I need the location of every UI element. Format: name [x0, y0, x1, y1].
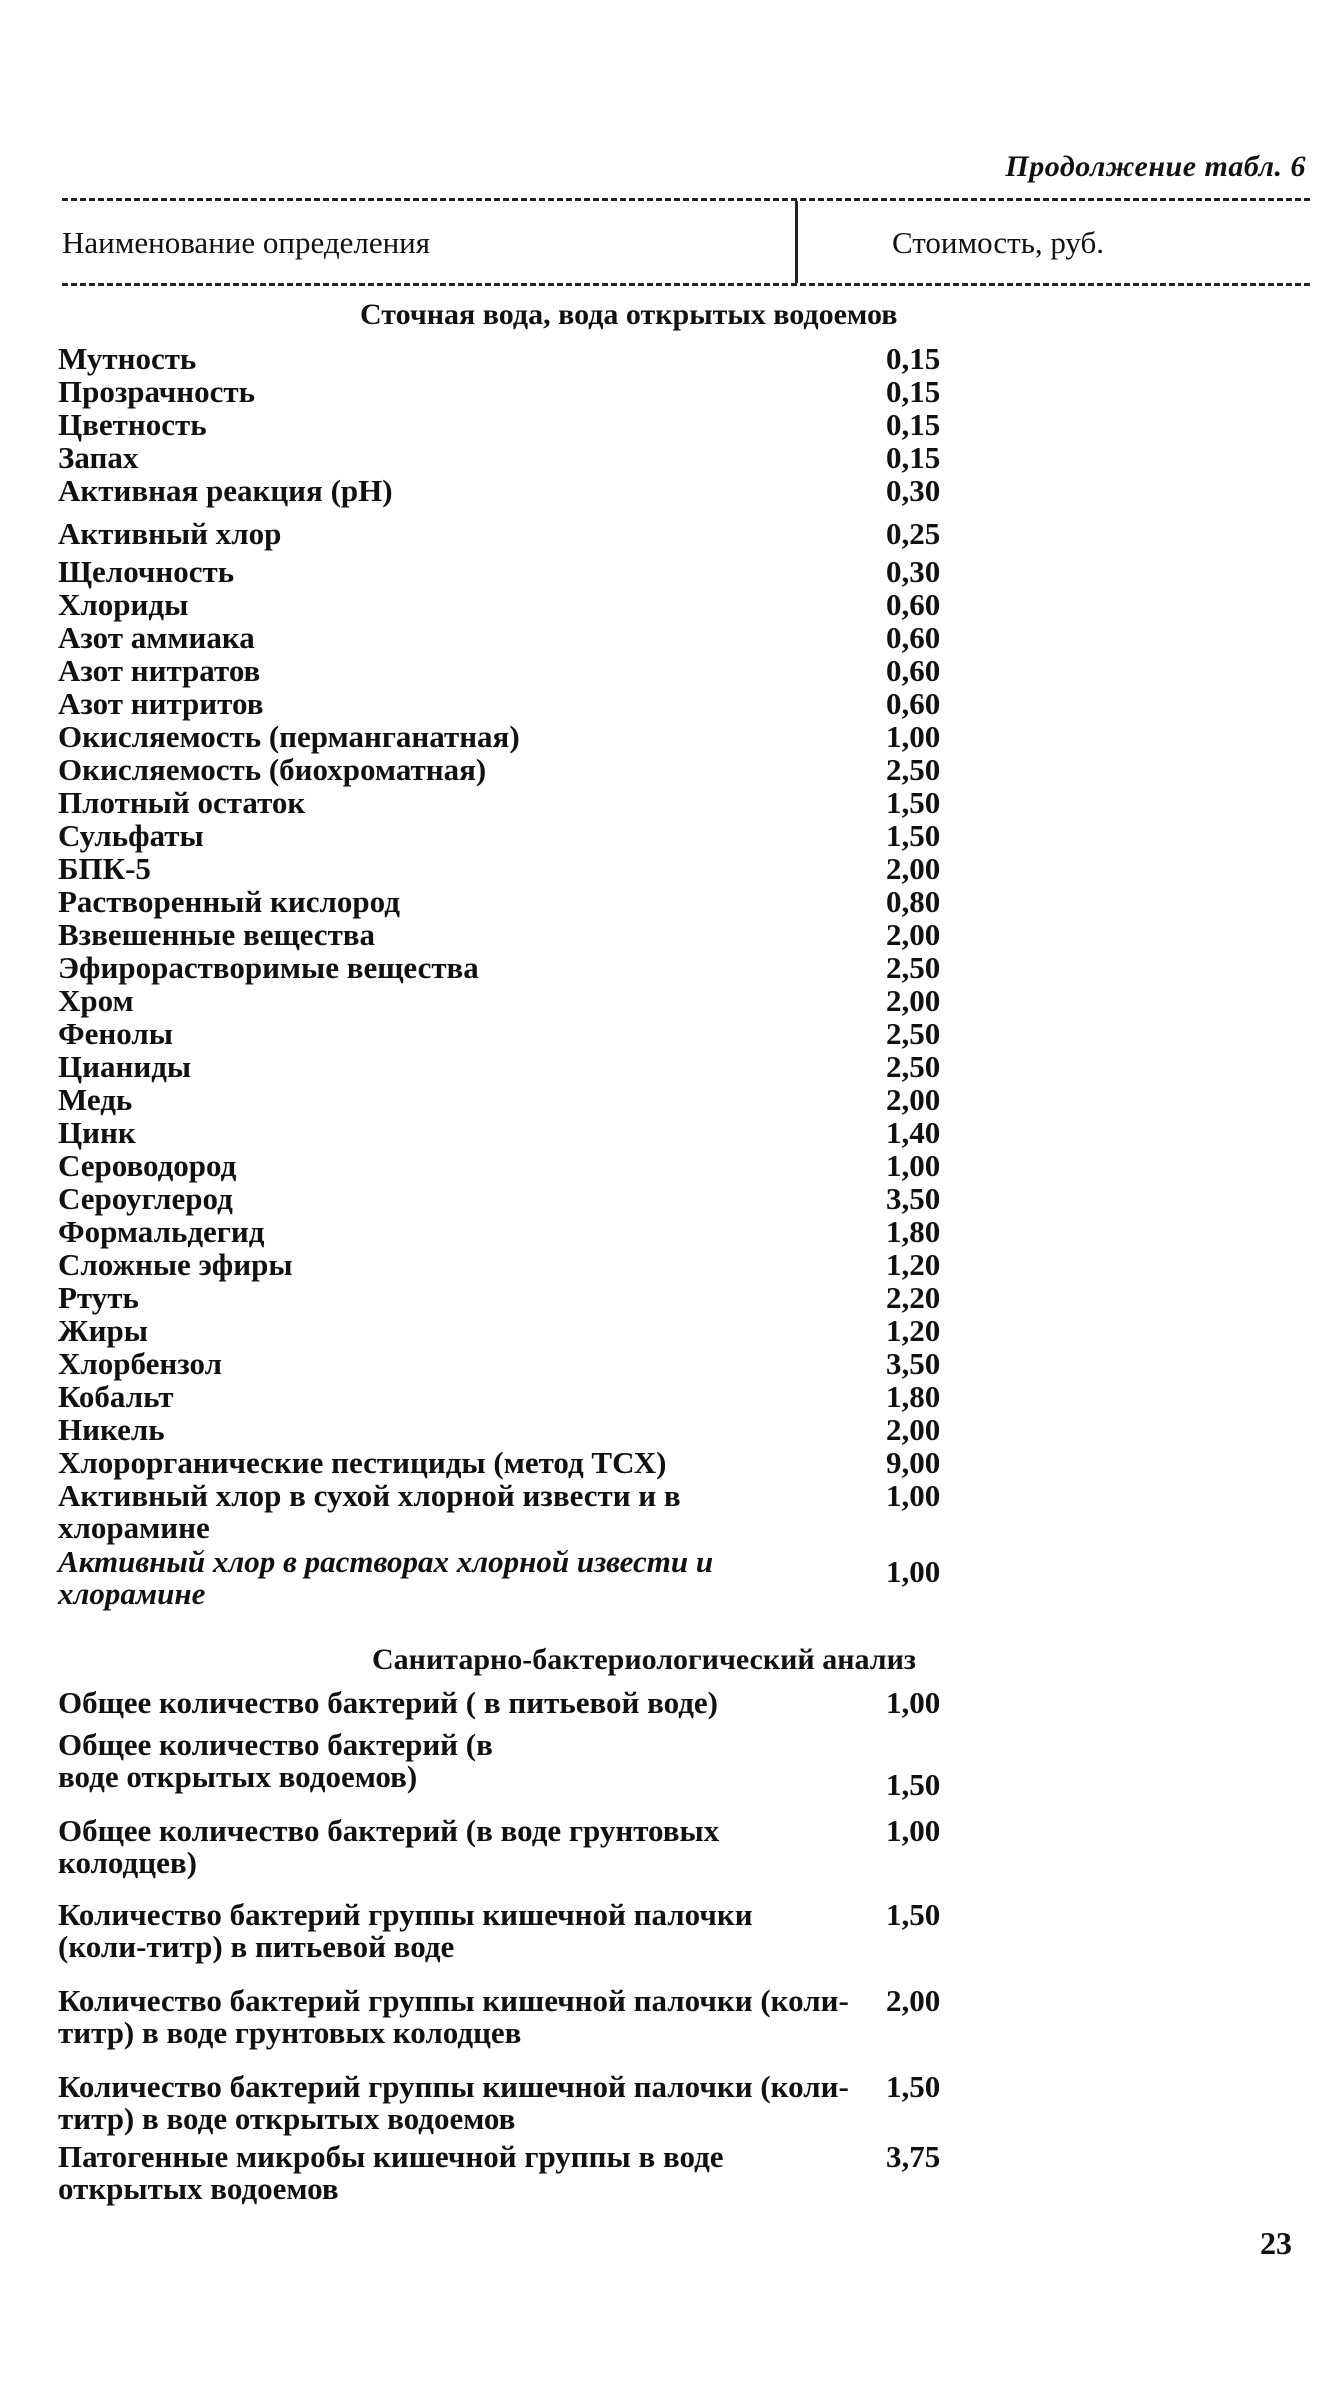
table-row [58, 1282, 1298, 1315]
row-price: 2,00 [886, 1412, 941, 1447]
row-price: 0,60 [886, 653, 941, 688]
row-price: 1,50 [886, 1897, 941, 1932]
row-price: 0,15 [886, 440, 941, 475]
row-price: 1,00 [886, 1685, 941, 1720]
table-row [58, 1480, 1298, 1546]
table-row [58, 1414, 1298, 1447]
section-title-wastewater: Сточная вода, вода открытых водоемов [360, 298, 898, 331]
table-row [58, 589, 1298, 622]
row-price: 0,25 [886, 516, 941, 551]
row-price: 2,00 [886, 917, 941, 952]
table-row [58, 688, 1298, 721]
row-price: 3,75 [886, 2139, 941, 2174]
table-row [58, 985, 1298, 1018]
table-row [58, 1447, 1298, 1480]
row-name: Хлориды [58, 587, 189, 622]
row-name: Количество бактерий группы кишечной палочки (коли-титр) в воде открытых водоемов [58, 2069, 849, 2136]
row-name: Общее количество бактерий (в воде открытых водоемов) [58, 1727, 493, 1794]
row-price: 1,00 [886, 719, 941, 754]
row-name: Цветность [58, 407, 207, 442]
row-price: 0,60 [886, 587, 941, 622]
row-name: Медь [58, 1082, 133, 1117]
row-price: 0,30 [886, 473, 941, 508]
row-name: Активный хлор [58, 516, 282, 551]
table-row [58, 1051, 1298, 1084]
table-row [58, 1315, 1298, 1348]
row-name: Растворенный кислород [58, 884, 400, 919]
table-row [58, 556, 1298, 589]
row-name: БПК-5 [58, 851, 151, 886]
row-name: Сложные эфиры [58, 1247, 293, 1282]
row-name: Щелочность [58, 554, 235, 589]
row-price: 0,30 [886, 554, 941, 589]
table-continuation-label: Продолжение табл. 6 [1005, 150, 1306, 183]
row-price: 2,00 [886, 1082, 941, 1117]
row-price: 9,00 [886, 1445, 941, 1480]
row-price: 0,80 [886, 884, 941, 919]
row-name: Количество бактерий группы кишечной палочки (коли-титр) в воде грунтовых колодцев [58, 1983, 849, 2050]
table-row [58, 919, 1298, 952]
row-name: Активная реакция (pH) [58, 473, 393, 508]
table-row [58, 1815, 1298, 1899]
row-price: 1,20 [886, 1313, 941, 1348]
row-name: Общее количество бактерий (в воде грунтовых колодцев) [58, 1813, 720, 1880]
row-name: Формальдегид [58, 1214, 265, 1249]
row-price: 2,00 [886, 983, 941, 1018]
row-price: 2,20 [886, 1280, 941, 1315]
table-row [58, 787, 1298, 820]
row-price: 1,80 [886, 1379, 941, 1414]
row-name: Активный хлор в сухой хлорной извести и в хлорамине [58, 1478, 681, 1545]
table-row [58, 1183, 1298, 1216]
table-row [58, 1018, 1298, 1051]
table-row [58, 1216, 1298, 1249]
section-title-bacteriology: Санитарно-бактериологический анализ [372, 1643, 916, 1676]
header-divider [795, 201, 798, 283]
row-name: Прозрачность [58, 374, 256, 409]
table-row [58, 952, 1298, 985]
row-price: 0,60 [886, 620, 941, 655]
row-name: Азот нитратов [58, 653, 261, 688]
table-row [58, 754, 1298, 787]
row-price: 1,00 [886, 1813, 941, 1848]
row-price: 1,00 [886, 1148, 941, 1183]
row-name: Запах [58, 440, 139, 475]
row-name: Сульфаты [58, 818, 204, 853]
row-name: Кобальт [58, 1379, 174, 1414]
row-name: Плотный остаток [58, 785, 306, 820]
row-name: Сероуглерод [58, 1181, 233, 1216]
row-name: Общее количество бактерий ( в питьевой воде) [58, 1685, 719, 1720]
table-row [58, 475, 1298, 518]
row-name: Хлорорганические пестициды (метод ТСХ) [58, 1445, 667, 1480]
row-price: 3,50 [886, 1346, 941, 1381]
row-name: Количество бактерий группы кишечной палочки (коли-титр) в питьевой воде [58, 1897, 753, 1964]
row-price: 1,80 [886, 1214, 941, 1249]
row-price: 2,00 [886, 1983, 941, 2018]
table-row [58, 622, 1298, 655]
table-row [58, 2071, 1298, 2141]
row-price: 1,40 [886, 1115, 941, 1150]
table-row [58, 1985, 1298, 2071]
table-row [58, 886, 1298, 919]
table-row [58, 853, 1298, 886]
table-row [58, 655, 1298, 688]
row-price: 0,60 [886, 686, 941, 721]
row-price: 0,15 [886, 407, 941, 442]
section-wastewater-rows [58, 343, 1298, 1612]
row-price: 1,00 [886, 1478, 941, 1513]
table-row [58, 376, 1298, 409]
table-row [58, 2141, 1298, 2211]
row-price: 1,50 [886, 1767, 941, 1802]
header-name-column: Наименование определения [62, 225, 431, 260]
table-row [58, 1084, 1298, 1117]
row-price: 1,50 [886, 2069, 941, 2104]
row-name: Жиры [58, 1313, 148, 1348]
row-price: 0,15 [886, 341, 941, 376]
table-row [58, 1150, 1298, 1183]
row-price: 1,50 [886, 785, 941, 820]
row-name: Ртуть [58, 1280, 139, 1315]
row-name: Азот нитритов [58, 686, 264, 721]
table-row [58, 1546, 1298, 1612]
row-price: 2,50 [886, 1049, 941, 1084]
row-price: 3,50 [886, 1181, 941, 1216]
row-price: 2,50 [886, 1016, 941, 1051]
row-price: 0,15 [886, 374, 941, 409]
table-row [58, 1348, 1298, 1381]
table-row [58, 1249, 1298, 1282]
row-price: 2,50 [886, 752, 941, 787]
row-name: Азот аммиака [58, 620, 255, 655]
row-name: Активный хлор в растворах хлорной извести и хлорамине [58, 1544, 714, 1611]
row-name: Никель [58, 1412, 165, 1447]
table-row [58, 1687, 1298, 1729]
row-name: Фенолы [58, 1016, 173, 1051]
row-name: Цинк [58, 1115, 136, 1150]
table-row [58, 1729, 1298, 1815]
row-name: Сероводород [58, 1148, 237, 1183]
row-name: Хром [58, 983, 134, 1018]
table-row [58, 1899, 1298, 1985]
row-name: Цианиды [58, 1049, 192, 1084]
table-row [58, 409, 1298, 442]
table-row [58, 1381, 1298, 1414]
table-row [58, 442, 1298, 475]
table-row [58, 721, 1298, 754]
table-header [62, 198, 1310, 286]
row-name: Взвешенные вещества [58, 917, 376, 952]
header-price-column: Стоимость, руб. [892, 225, 1105, 260]
row-name: Мутность [58, 341, 197, 376]
row-name: Эфирорастворимые вещества [58, 950, 479, 985]
row-price: 2,00 [886, 851, 941, 886]
table-row [58, 518, 1298, 556]
row-price: 1,50 [886, 818, 941, 853]
table-row [58, 820, 1298, 853]
table-row [58, 1117, 1298, 1150]
page-number: 23 [1260, 2225, 1292, 2261]
row-price: 1,20 [886, 1247, 941, 1282]
row-name: Хлорбензол [58, 1346, 222, 1381]
table-row [58, 343, 1298, 376]
row-name: Окисляемость (биохроматная) [58, 752, 487, 787]
row-price: 2,50 [886, 950, 941, 985]
row-name: Патогенные микробы кишечной группы в воде открытых водоемов [58, 2139, 724, 2206]
section-bacteriology-rows [58, 1687, 1298, 2211]
row-price: 1,00 [886, 1554, 941, 1589]
row-name: Окисляемость (перманганатная) [58, 719, 520, 754]
